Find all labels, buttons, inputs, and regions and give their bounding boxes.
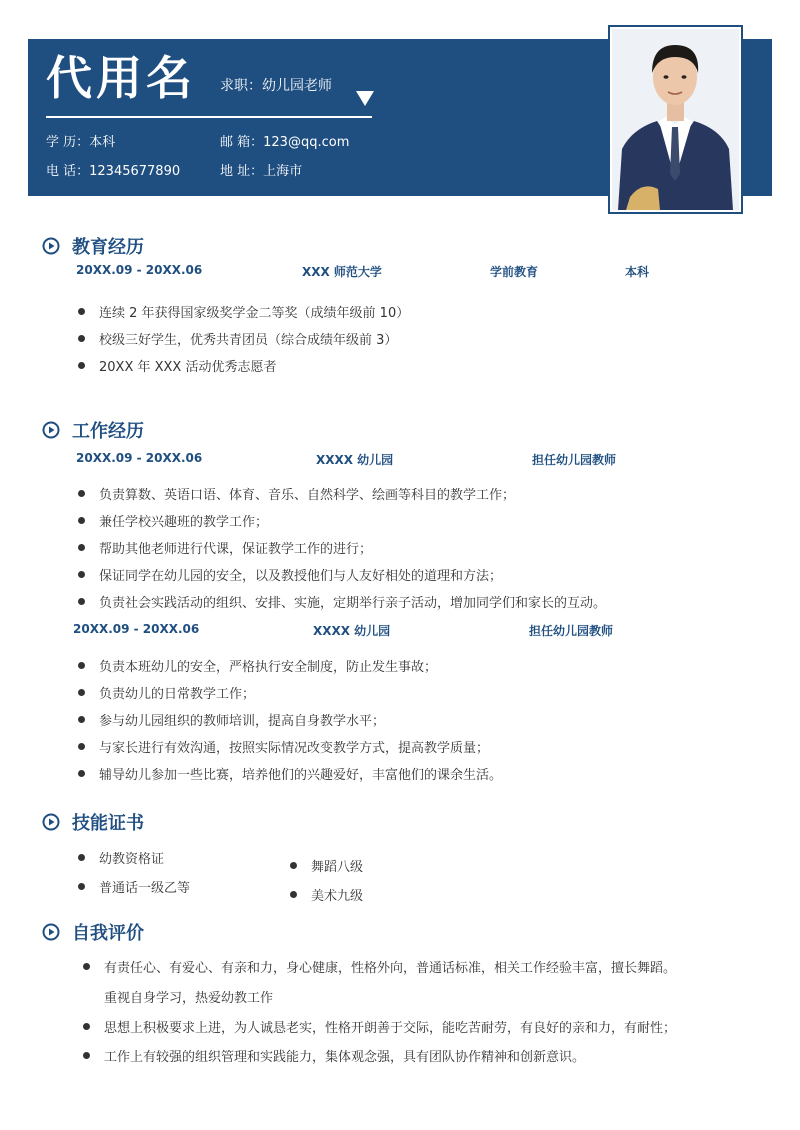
list-item: 保证同学在幼儿园的安全，以及教授他们与人友好相处的道理和方法； [78, 565, 502, 584]
section-work-title [42, 417, 144, 444]
email-link[interactable]: 123@qq.com [263, 135, 350, 150]
list-item: 普通话一级乙等 [78, 877, 190, 896]
profile-photo [608, 25, 743, 214]
job-2-org: XXXX 幼儿园 [313, 624, 391, 638]
header-divider [46, 116, 372, 118]
list-item-continuation: 重视自身学习，热爱幼教工作 [104, 991, 274, 1006]
job-1-role: 担任幼儿园教师 [532, 453, 617, 467]
avatar-portrait [612, 29, 739, 210]
education-degree: 本科 [625, 265, 650, 279]
section-self-title [42, 919, 144, 946]
education-major: 学前教育 [490, 265, 539, 279]
section-skills-title [42, 809, 144, 836]
education-level: 学 历：本科 [46, 135, 116, 150]
triangle-down-icon [356, 91, 374, 106]
list-item: 与家长进行有效沟通，按照实际情况改变教学方式，提高教学质量； [78, 737, 489, 756]
phone-number: 电 话：12345677890 [46, 164, 181, 179]
education-period: 20XX.09 - 20XX.06 [76, 263, 203, 277]
list-item: 负责算数、英语口语、体育、音乐、自然科学、绘画等科目的教学工作； [78, 484, 515, 503]
play-circle-icon [42, 237, 60, 260]
email-row [220, 131, 349, 150]
job-1-period: 20XX.09 - 20XX.06 [76, 451, 203, 465]
job-objective: 求职：幼儿园老师 [220, 78, 332, 94]
list-item: 有责任心、有爱心、有亲和力，身心健康，性格外向，普通话标准，相关工作经验丰富，擅长舞蹈。 [83, 957, 676, 976]
list-item: 连续 2 年获得国家级奖学金二等奖（成绩年级前 10） [78, 302, 409, 321]
list-item: 工作上有较强的组织管理和实践能力，集体观念强，具有团队协作精神和创新意识。 [83, 1046, 585, 1065]
section-education-label: 教育经历 [72, 237, 144, 258]
list-item: 负责幼儿的日常教学工作； [78, 683, 255, 702]
list-item: 负责社会实践活动的组织、安排、实施，定期举行亲子活动，增加同学们和家长的互动。 [78, 592, 606, 611]
list-item: 负责本班幼儿的安全，严格执行安全制度，防止发生事故； [78, 656, 437, 675]
email-label: 邮 箱： [220, 135, 264, 150]
section-skills-label: 技能证书 [72, 813, 144, 834]
play-circle-icon [42, 923, 60, 946]
candidate-name: 代用名 [46, 51, 196, 105]
list-item: 思想上积极要求上进，为人诚恳老实，性格开朗善于交际，能吃苦耐劳，有良好的亲和力，有耐性； [83, 1017, 676, 1036]
list-item: 20XX 年 XXX 活动优秀志愿者 [78, 356, 276, 375]
education-school: XXX 师范大学 [302, 265, 382, 279]
list-item: 辅导幼儿参加一些比赛，培养他们的兴趣爱好，丰富他们的课余生活。 [78, 764, 502, 783]
list-item: 舞蹈八级 [290, 856, 363, 875]
job-1-org: XXXX 幼儿园 [316, 453, 394, 467]
job-2-role: 担任幼儿园教师 [529, 624, 614, 638]
play-circle-icon [42, 813, 60, 836]
section-education-title [42, 233, 144, 260]
list-item: 兼任学校兴趣班的教学工作； [78, 511, 268, 530]
list-item: 参与幼儿园组织的教师培训，提高自身教学水平； [78, 710, 385, 729]
list-item: 美术九级 [290, 885, 363, 904]
play-circle-icon [42, 421, 60, 444]
list-item: 校级三好学生，优秀共青团员（综合成绩年级前 3） [78, 329, 397, 348]
section-self-label: 自我评价 [72, 923, 144, 944]
list-item: 幼教资格证 [78, 848, 164, 867]
section-work-label: 工作经历 [72, 421, 144, 442]
job-2-period: 20XX.09 - 20XX.06 [73, 622, 200, 636]
list-item: 帮助其他老师进行代课，保证教学工作的进行； [78, 538, 372, 557]
address: 地 址：上海市 [220, 164, 303, 179]
